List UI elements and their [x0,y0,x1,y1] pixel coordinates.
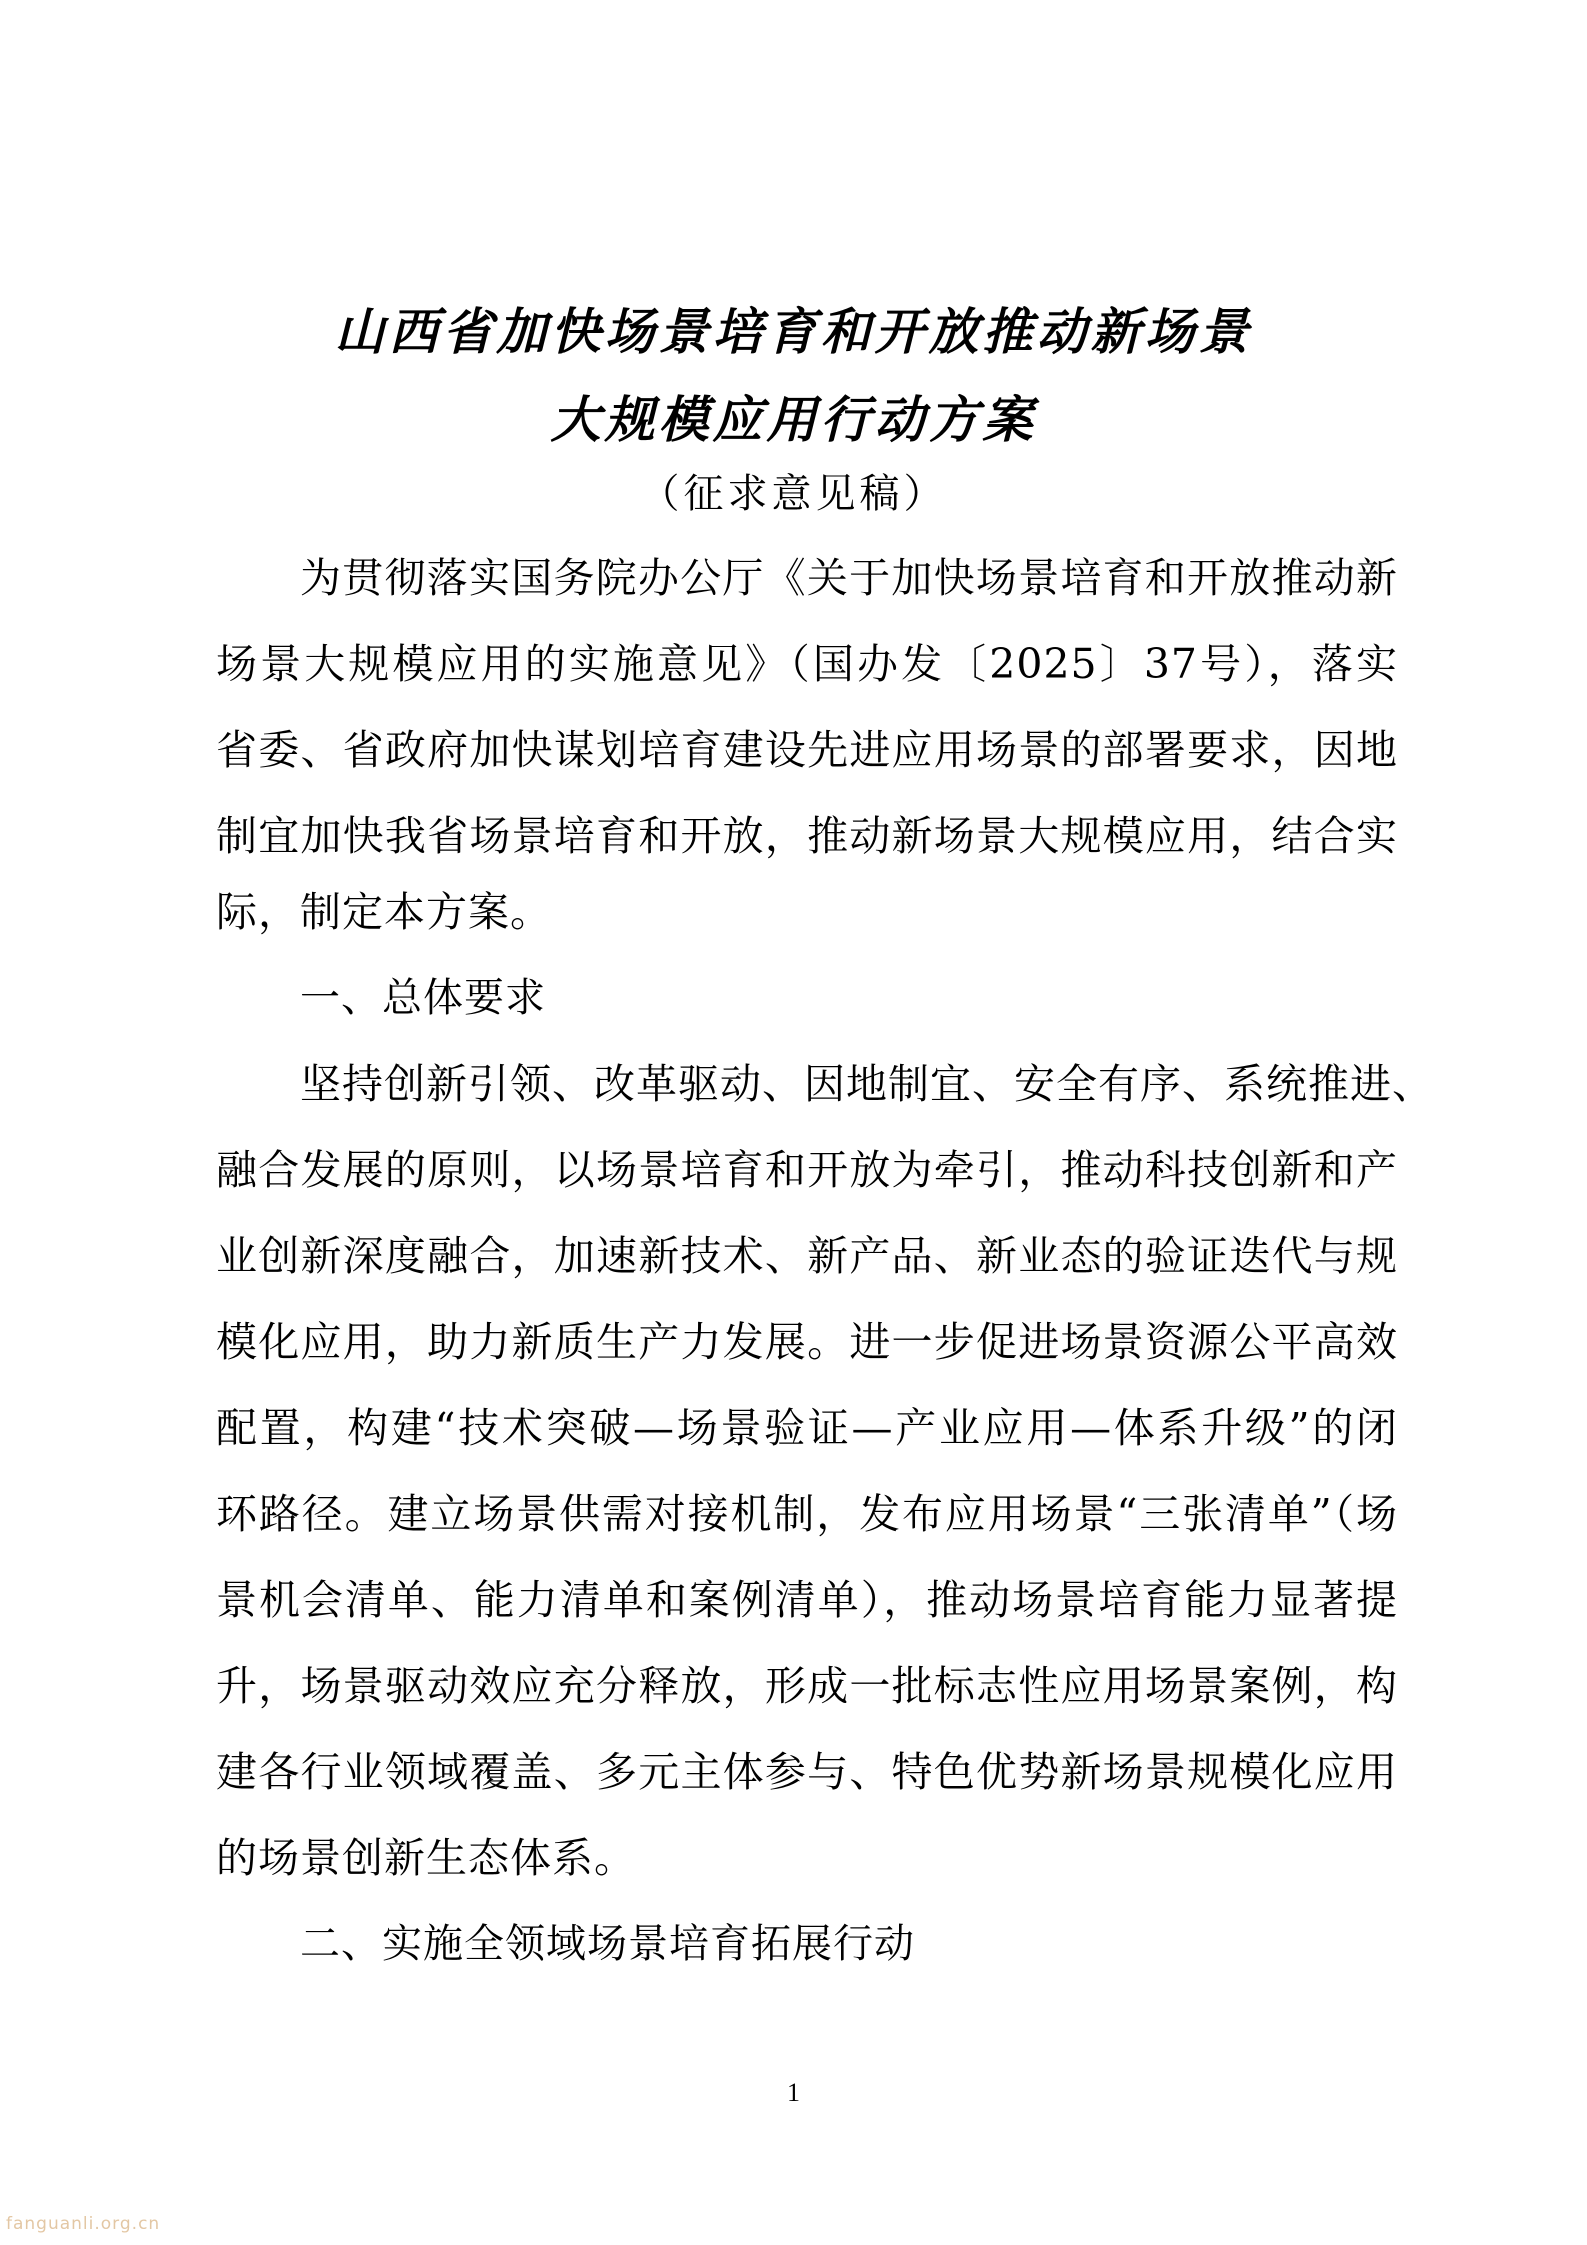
section-1-line: 坚持创新引领、改革驱动、因地制宜、安全有序、系统推进、 [300,1060,1434,1108]
section-1-line: 升，场景驱动效应充分释放，形成一批标志性应用场景案例，构 [216,1662,1398,1710]
section-1-line: 业创新深度融合，加速新技术、新产品、新业态的验证迭代与规 [216,1232,1398,1280]
section-1-line: 的场景创新生态体系。 [216,1834,636,1882]
section-heading-1: 一、总体要求 [300,975,546,1021]
section-1-line: 融合发展的原则，以场景培育和开放为牵引，推动科技创新和产 [216,1146,1398,1194]
section-heading-2: 二、实施全领域场景培育拓展行动 [300,1921,915,1967]
section-1-line: 环路径。建立场景供需对接机制，发布应用场景“三张清单”（场 [216,1490,1398,1538]
section-1-line: 建各行业领域覆盖、多元主体参与、特色优势新场景规模化应用 [216,1748,1398,1796]
page-number: 1 [787,2078,800,2107]
intro-line: 场景大规模应用的实施意见》（国办发〔2025〕37号），落实 [216,640,1398,688]
document-title-line-2: 大规模应用行动方案 [550,390,1037,449]
intro-line: 为贯彻落实国务院办公厅《关于加快场景培育和开放推动新 [300,554,1398,602]
section-1-line: 模化应用，助力新质生产力发展。进一步促进场景资源公平高效 [216,1318,1398,1366]
intro-line: 制宜加快我省场景培育和开放，推动新场景大规模应用，结合实 [216,812,1398,860]
section-1-line: 配置，构建“技术突破—场景验证—产业应用—体系升级”的闭 [216,1404,1398,1452]
intro-line: 际，制定本方案。 [216,888,552,936]
section-1-line: 景机会清单、能力清单和案例清单），推动场景培育能力显著提 [216,1576,1398,1624]
document-subtitle: （征求意见稿） [639,471,948,517]
intro-line: 省委、省政府加快谋划培育建设先进应用场景的部署要求，因地 [216,726,1398,774]
watermark: fanguanli.org.cn [6,2214,161,2234]
document-title-line-1: 山西省加快场景培育和开放推动新场景 [334,302,1253,361]
